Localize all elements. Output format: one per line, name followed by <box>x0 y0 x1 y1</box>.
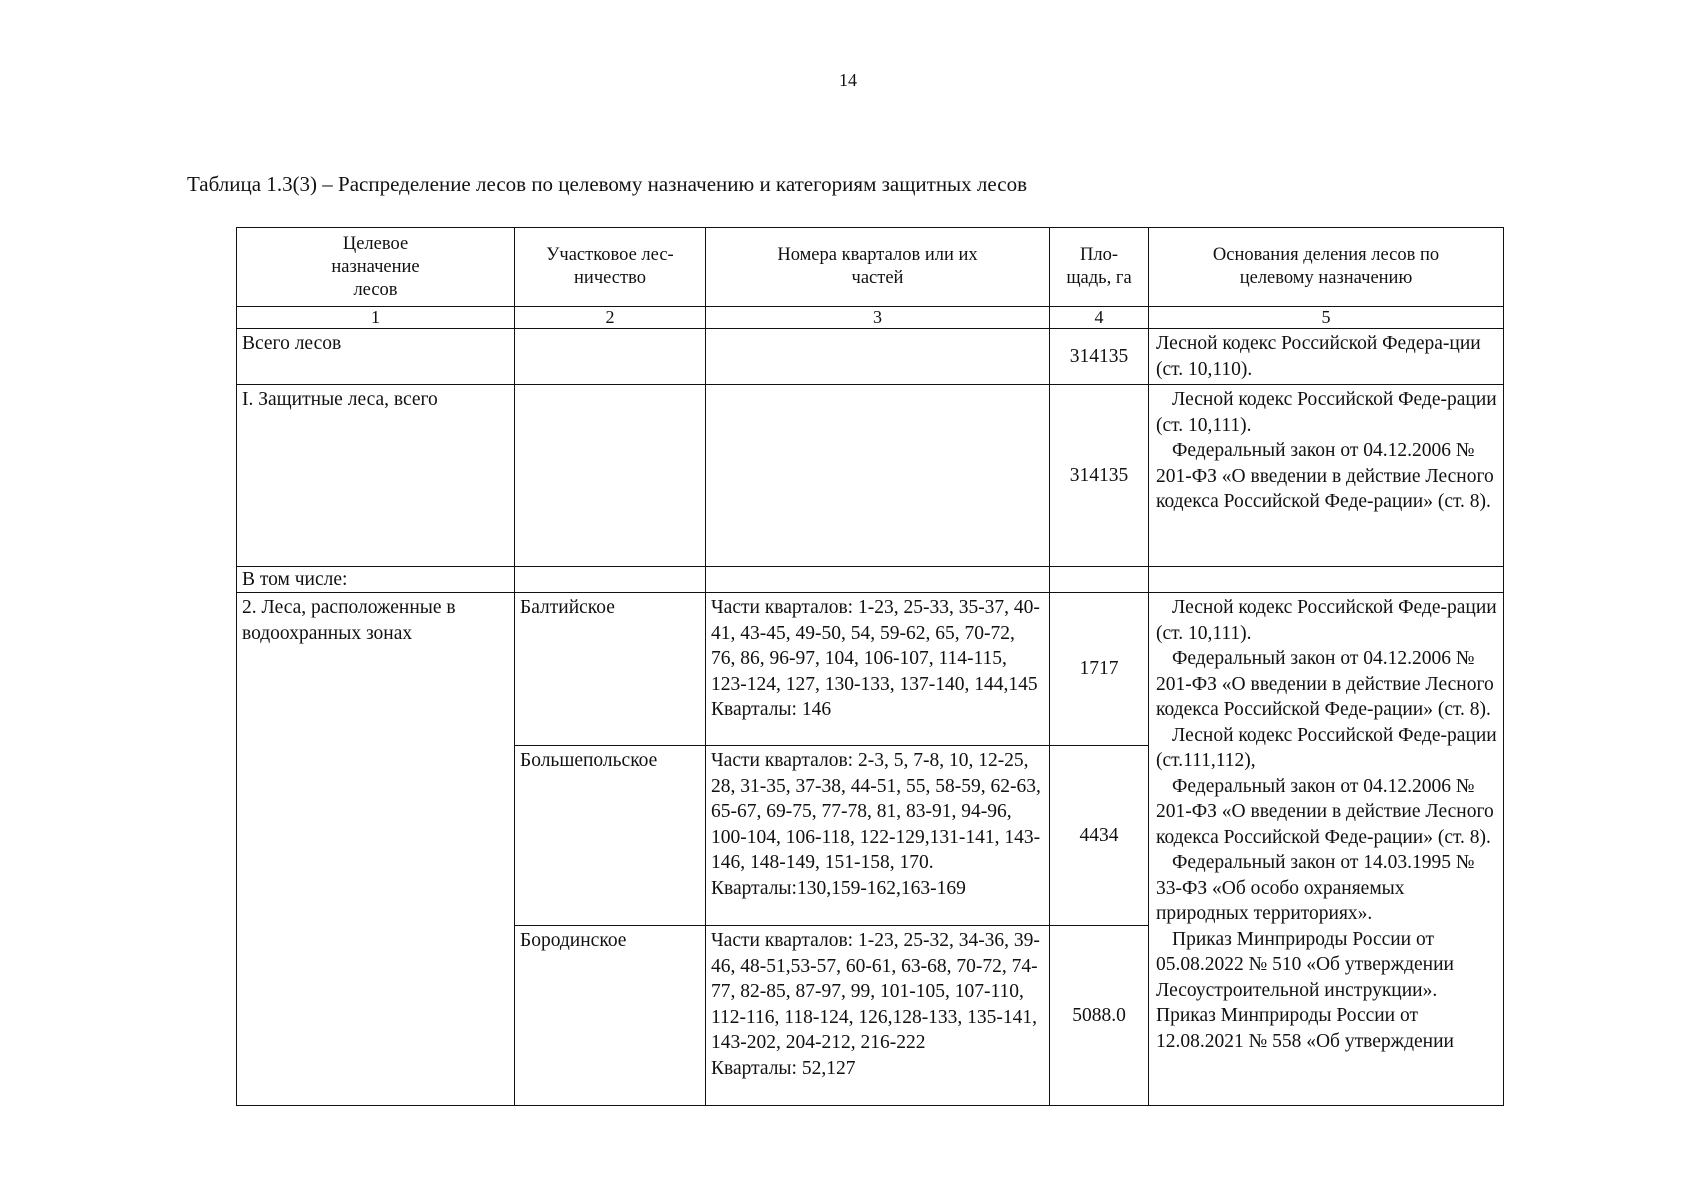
including-label-cell: В том числе: <box>237 567 515 593</box>
column-number: 1 <box>237 307 515 329</box>
column-header-area-text: Пло-щадь, га <box>1066 245 1132 288</box>
district-quarters-cell <box>706 593 1050 746</box>
including-empty-cell <box>706 567 1050 593</box>
including-empty-cell <box>515 567 706 593</box>
table-row-protective <box>237 385 1504 567</box>
including-empty-cell <box>1050 567 1149 593</box>
column-number: 3 <box>706 307 1050 329</box>
column-header-basis-text: Основания деления лесов по целевому назначению <box>1212 245 1440 288</box>
basis-paragraph: Лесной кодекс Российской Феде-рации <box>1172 389 1497 410</box>
district-area-cell: 1717 <box>1050 593 1149 746</box>
basis-paragraph: Приказ Минприроды России от 12.08.2021 № 558 «Об утверждении <box>1156 1005 1454 1052</box>
total-district-cell <box>515 329 706 385</box>
basis-paragraph: Федеральный закон от 04.12.2006 № 201-ФЗ «О введении в действие Лесного кодекса Российской Феде-рации» (ст. 8). <box>1156 440 1494 512</box>
table-row-total <box>237 329 1504 385</box>
protective-area-cell: 314135 <box>1050 385 1149 567</box>
protective-district-cell <box>515 385 706 567</box>
protective-basis-cell <box>1149 385 1504 567</box>
basis-paragraph: (ст. 10,111). <box>1156 414 1252 436</box>
forest-distribution-table <box>236 227 1504 1106</box>
column-number: 4 <box>1050 307 1149 329</box>
quarters-whole: Кварталы:130,159-162,163-169 <box>711 877 966 899</box>
district-area-cell: 5088.0 <box>1050 926 1149 1106</box>
district-quarters-cell <box>706 926 1050 1106</box>
district-area-cell: 4434 <box>1050 746 1149 926</box>
basis-paragraph: Федеральный закон от 04.12.2006 № 201-ФЗ «О введении в действие Лесного кодекса Российской Феде-рации» (ст. 8). <box>1156 775 1494 848</box>
table-header-row <box>237 228 1504 307</box>
district-quarters-cell <box>706 746 1050 926</box>
total-basis-cell: Лесной кодекс Российской Федера-ции (ст. 10,110). <box>1149 329 1504 385</box>
quarters-parts: Части кварталов: 2-3, 5, 7-8, 10, 12-25, 28, 31-35, 37-38, 44-51, 55, 58-59, 62-63, 65-67, 69-75, 77-78, 81, 83-91, 94-96, 100-104, 106-118, 122-129,131-141, 143-146, 148-149, 151-158, 170. <box>711 750 1041 873</box>
protective-purpose-cell: I. Защитные леса, всего <box>237 385 515 567</box>
quarters-parts: Части кварталов: 1-23, 25-32, 34-36, 39-46, 48-51,53-57, 60-61, 63-68, 70-72, 74-77, 82-85, 87-97, 99, 101-105, 107-110, 112-116, 118-124, 126,128-133, 135-141, 143-202, 204-212, 216-222 <box>711 930 1040 1053</box>
protective-quarters-cell <box>706 385 1050 567</box>
total-purpose-cell: Всего лесов <box>237 329 515 385</box>
column-header-purpose <box>237 228 515 307</box>
quarters-whole: Кварталы: 146 <box>711 699 832 720</box>
quarters-parts: Части кварталов: 1-23, 25-33, 35-37, 40-41, 43-45, 49-50, 54, 59-62, 65, 70-72, 76, 86, 96-97, 104, 106-107, 114-115, 123-124, 127, 130-133, 137-140, 144,145 <box>711 597 1040 695</box>
column-header-purpose-text: Целевое назначение лесов <box>331 233 420 300</box>
water-protection-purpose-cell: 2. Леса, расположенные в водоохранных зонах <box>237 593 515 1106</box>
column-header-district <box>515 228 706 307</box>
column-header-district-text: Участковое лес-ничество <box>546 245 674 288</box>
district-name-cell: Бородинское <box>515 926 706 1106</box>
quarters-whole: Кварталы: 52,127 <box>711 1057 856 1079</box>
column-number: 2 <box>515 307 706 329</box>
basis-paragraph: Федеральный закон от 14.03.1995 № 33-ФЗ «Об особо охраняемых природных территориях». <box>1156 852 1475 924</box>
basis-paragraph: Приказ Минприроды России от 05.08.2022 № 510 «Об утверждении Лесоустроительной инструкции». <box>1156 928 1454 1001</box>
column-header-basis <box>1149 228 1504 307</box>
column-header-quarters <box>706 228 1050 307</box>
district-name-cell: Большепольское <box>515 746 706 926</box>
column-number: 5 <box>1149 307 1504 329</box>
basis-paragraph: Федеральный закон от 04.12.2006 № 201-ФЗ «О введении в действие Лесного кодекса Российской Феде-рации» (ст. 8). <box>1156 648 1494 720</box>
column-number-row <box>237 307 1504 329</box>
table-caption: Таблица 1.3(3) – Распределение лесов по целевому назначению и категориям защитных лесов <box>187 172 1027 196</box>
table-row-including <box>237 567 1504 593</box>
including-empty-cell <box>1149 567 1504 593</box>
district-name-cell: Балтийское <box>515 593 706 746</box>
total-area-cell: 314135 <box>1050 329 1149 385</box>
water-protection-basis-cell <box>1149 593 1504 1106</box>
page-number: 14 <box>839 70 857 90</box>
column-header-quarters-text: Номера кварталов или их частей <box>777 245 978 288</box>
column-header-area <box>1050 228 1149 307</box>
basis-paragraph: Лесной кодекс Российской Феде-рации (ст. 10,111). <box>1156 597 1497 644</box>
table-row-district <box>237 593 1504 746</box>
basis-paragraph: Лесной кодекс Российской Феде-рации (ст.111,112), <box>1156 724 1497 771</box>
total-quarters-cell <box>706 329 1050 385</box>
